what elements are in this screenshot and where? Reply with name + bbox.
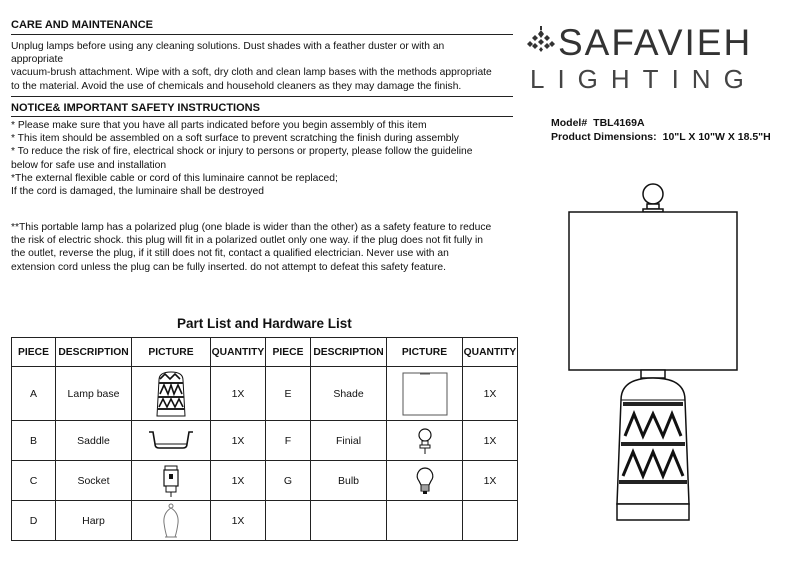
lamp-base-icon [155, 370, 187, 418]
picture-cell [132, 421, 211, 461]
care-line: appropriate [11, 54, 64, 66]
picture-cell [132, 367, 211, 421]
table-header-row [12, 338, 518, 367]
notice-line: * Please make sure that you have all parts indicated before you begin assembly of this item [11, 120, 427, 131]
piece-cell: B [12, 421, 56, 461]
plug-line: **This portable lamp has a polarized plug (one blade is wider than the other) as a safety feature to reduce [11, 222, 492, 233]
description-cell: Lamp base [56, 367, 132, 421]
notice-body [11, 119, 473, 198]
brand-sub: LIGHTING [530, 64, 757, 94]
description-cell: Bulb [311, 461, 387, 501]
notice-line: * To reduce the risk of fire, electrical shock or injury to persons or property, please follow the guideline [11, 146, 473, 158]
quantity-cell: 1X [211, 421, 266, 461]
piece-cell: F [266, 421, 311, 461]
dims-value: 10"L X 10"W X 18.5"H [662, 131, 771, 143]
quantity-cell: 1X [463, 421, 518, 461]
dims-label: Product Dimensions: [551, 131, 657, 143]
header-cell: PICTURE [387, 338, 463, 367]
table-row [12, 501, 518, 541]
model-number [551, 117, 651, 130]
care-divider [11, 34, 513, 35]
care-body [11, 40, 492, 93]
header-cell: PIECE [12, 338, 56, 367]
parts-table [11, 337, 518, 541]
description-cell: Harp [56, 501, 132, 541]
care-line: to the material. Avoid the use of chemicals and household cleaners as they may damage the finish. [11, 80, 462, 92]
piece-cell: A [12, 367, 56, 421]
piece-cell: G [266, 461, 311, 501]
plug-line: the outlet, reverse the plug, if it still does not fit, contact a qualified electrician. Never use with an [11, 248, 449, 260]
header-cell: DESCRIPTION [56, 338, 132, 367]
table-row [12, 367, 518, 421]
description-cell: Saddle [56, 421, 132, 461]
care-title: CARE AND MAINTENANCE [11, 19, 153, 31]
plug-warning [11, 221, 491, 274]
model-value: TBL4169A [593, 117, 645, 129]
picture-cell [387, 367, 463, 421]
header-cell: PIECE [266, 338, 311, 367]
header-cell: QUANTITY [211, 338, 266, 367]
care-line: vacuum-brush attachment. Wipe with a soft, dry cloth and clean lamp bases with the methods appropriate [11, 67, 492, 79]
model-label: Model# [551, 117, 588, 129]
care-line: Unplug lamps before using any cleaning solutions. Dust shades with a feather duster or with an [11, 41, 445, 52]
piece-cell: D [12, 501, 56, 541]
picture-cell [387, 461, 463, 501]
table-row [12, 461, 518, 501]
bulb-icon [414, 466, 436, 496]
table-title: Part List and Hardware List [177, 316, 352, 331]
picture-cell [132, 501, 211, 541]
product-dimensions [551, 131, 777, 144]
description-cell [311, 501, 387, 541]
harp-icon [159, 503, 183, 539]
plug-line: the risk of electric shock. this plug will fit in a polarized outlet only one way. if the plug does not fit fully in [11, 235, 483, 247]
table-row [12, 421, 518, 461]
notice-line: If the cord is damaged, the luminaire shall be destroyed [11, 186, 264, 198]
quantity-cell: 1X [211, 367, 266, 421]
description-cell: Socket [56, 461, 132, 501]
lamp-illustration [555, 180, 755, 565]
header-cell: QUANTITY [463, 338, 518, 367]
notice-title: NOTICE& IMPORTANT SAFETY INSTRUCTIONS [11, 102, 260, 114]
care-bottom-divider [11, 96, 513, 97]
quantity-cell: 1X [211, 501, 266, 541]
header-cell: DESCRIPTION [311, 338, 387, 367]
notice-line: *The external flexible cable or cord of this luminaire cannot be replaced; [11, 172, 338, 184]
picture-cell [387, 501, 463, 541]
shade-icon [402, 372, 448, 416]
chandelier-icon [527, 26, 555, 52]
notice-line: * This item should be assembled on a soft surface to prevent scratching the finish during assembly [11, 133, 459, 145]
brand-name: SAFAVIEH [558, 22, 753, 63]
saddle-icon [145, 428, 197, 454]
notice-line: below for safe use and installation [11, 159, 167, 171]
plug-line: extension cord unless the plug can be fully inserted. do not attempt to defeat this safety feature. [11, 261, 447, 273]
picture-cell [132, 461, 211, 501]
header-cell: PICTURE [132, 338, 211, 367]
socket-icon [160, 464, 182, 498]
description-cell: Shade [311, 367, 387, 421]
notice-divider [11, 116, 513, 117]
quantity-cell: 1X [211, 461, 266, 501]
piece-cell [266, 501, 311, 541]
quantity-cell [463, 501, 518, 541]
piece-cell: C [12, 461, 56, 501]
quantity-cell: 1X [463, 461, 518, 501]
finial-icon [415, 427, 435, 455]
piece-cell: E [266, 367, 311, 421]
picture-cell [387, 421, 463, 461]
description-cell: Finial [311, 421, 387, 461]
quantity-cell: 1X [463, 367, 518, 421]
